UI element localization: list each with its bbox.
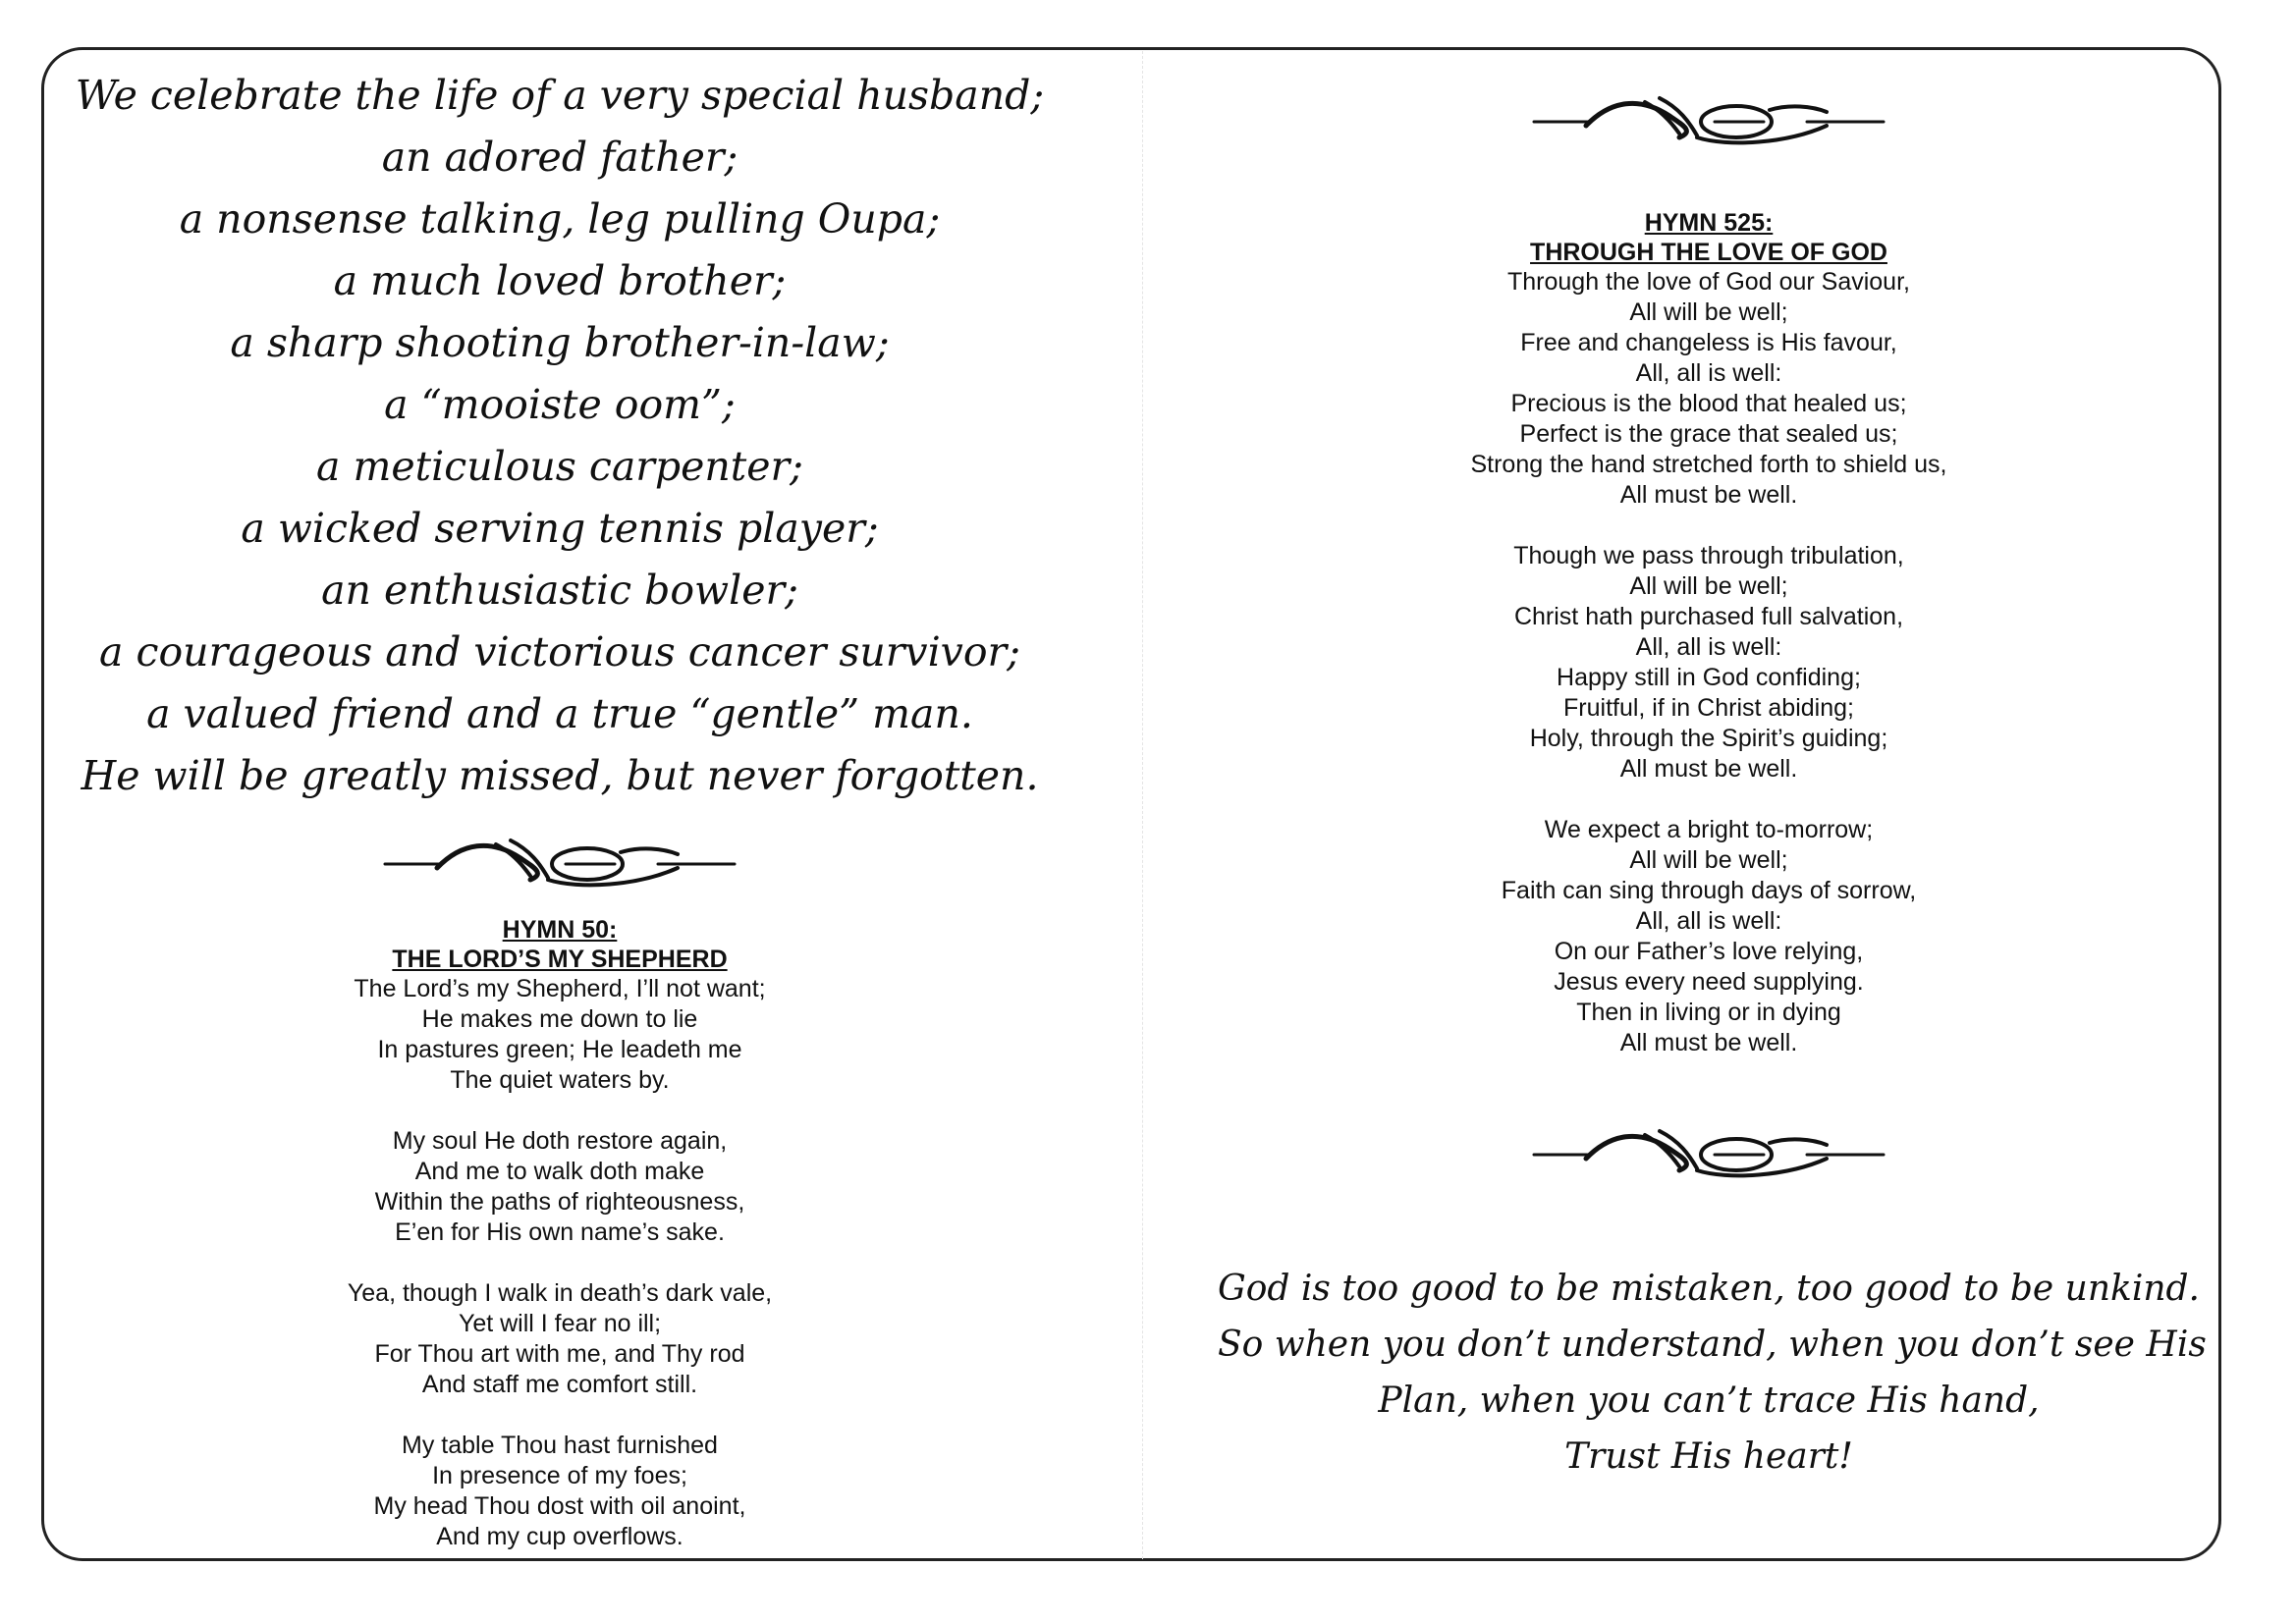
left-panel: [69, 59, 1051, 1552]
verse-line: Strong the hand stretched forth to shield us,: [1470, 451, 1947, 478]
verse-line: Yea, though I walk in death’s dark vale,: [347, 1279, 773, 1307]
tribute-line: a nonsense talking, leg pulling Oupa;: [179, 195, 941, 243]
verse-line: All must be well.: [1619, 481, 1798, 509]
closing-quote: [1218, 1261, 2207, 1485]
verse-line: Fruitful, if in Christ abiding;: [1563, 694, 1854, 722]
verse-line: E’en for His own name’s sake.: [395, 1218, 725, 1246]
scroll-flourish-icon: [1532, 86, 1886, 155]
hymn-verse: [1218, 541, 2200, 784]
fold-line: [1142, 51, 1143, 1559]
verse-line: Holy, through the Spirit’s guiding;: [1529, 725, 1888, 752]
hymn-number: HYMN 525:: [1644, 209, 1774, 237]
verse-line: Within the paths of righteousness,: [374, 1188, 745, 1216]
verse-line: He makes me down to lie: [421, 1005, 698, 1033]
right-panel: [1218, 59, 2207, 1485]
tribute-text: [69, 65, 1051, 807]
verse-line: Though we pass through tribulation,: [1513, 542, 1904, 569]
verse-line: The quiet waters by.: [450, 1066, 670, 1094]
verse-line: In presence of my foes;: [432, 1462, 687, 1489]
tribute-line: a valued friend and a true “gentle” man.: [146, 690, 973, 737]
verse-line: Perfect is the grace that sealed us;: [1519, 420, 1898, 448]
hymn-title: THROUGH THE LOVE OF GOD: [1530, 239, 1887, 266]
verse-line: Free and changeless is His favour,: [1520, 329, 1897, 356]
hymn-number: HYMN 50:: [502, 916, 618, 944]
verse-line: Yet will I fear no ill;: [458, 1310, 662, 1337]
verse-line: My table Thou hast furnished: [402, 1432, 718, 1459]
verse-line: All, all is well:: [1635, 359, 1782, 387]
verse-line: All must be well.: [1619, 1029, 1798, 1056]
verse-line: The Lord’s my Shepherd, I’ll not want;: [354, 975, 766, 1002]
tribute-line: He will be greatly missed, but never forgotten.: [81, 752, 1039, 799]
hymn-verse: [1218, 815, 2200, 1058]
verse-line: My head Thou dost with oil anoint,: [373, 1492, 746, 1520]
tribute-line: a meticulous carpenter;: [316, 443, 803, 490]
verse-line: Happy still in God confiding;: [1557, 664, 1861, 691]
verse-line: Christ hath purchased full salvation,: [1513, 603, 1904, 630]
hymn-50: [69, 915, 1051, 1552]
hymn-verse: [69, 1431, 1051, 1552]
hymn-525: [1218, 208, 2200, 1058]
tribute-line: a “mooiste oom”;: [384, 381, 736, 428]
verse-line: Through the love of God our Saviour,: [1507, 268, 1910, 296]
verse-line: All will be well;: [1629, 572, 1788, 600]
scroll-flourish-icon: [383, 829, 737, 897]
hymn-verse: [69, 974, 1051, 1096]
tribute-line: a much loved brother;: [333, 257, 787, 304]
scroll-flourish-icon: [1532, 1119, 1886, 1188]
tribute-line: a courageous and victorious cancer survivor;: [99, 628, 1020, 676]
verse-line: All, all is well:: [1635, 633, 1782, 661]
tribute-line: an enthusiastic bowler;: [321, 567, 798, 614]
verse-line: And staff me comfort still.: [421, 1371, 698, 1398]
hymn-verse: [69, 1126, 1051, 1248]
closing-line: Trust His heart!: [1564, 1436, 1853, 1477]
verse-line: My soul He doth restore again,: [392, 1127, 728, 1155]
verse-line: Then in living or in dying: [1576, 999, 1841, 1026]
verse-line: All, all is well:: [1635, 907, 1782, 935]
verse-line: And my cup overflows.: [436, 1523, 683, 1550]
verse-line: And me to walk doth make: [414, 1158, 705, 1185]
verse-line: All must be well.: [1619, 755, 1798, 783]
verse-line: All will be well;: [1629, 298, 1788, 326]
verse-line: On our Father’s love relying,: [1554, 938, 1864, 965]
tribute-line: a wicked serving tennis player;: [241, 505, 879, 552]
hymn-verse: [1218, 267, 2200, 511]
closing-line: So when you don’t understand, when you don’t see His: [1218, 1325, 2207, 1365]
verse-line: Faith can sing through days of sorrow,: [1501, 877, 1917, 904]
verse-line: All will be well;: [1629, 846, 1788, 874]
verse-line: We expect a bright to-morrow;: [1544, 816, 1874, 843]
closing-line: Plan, when you can’t trace His hand,: [1378, 1380, 2040, 1421]
verse-line: In pastures green; He leadeth me: [377, 1036, 742, 1063]
closing-line: God is too good to be mistaken, too good to be unkind.: [1218, 1269, 2201, 1309]
verse-line: For Thou art with me, and Thy rod: [374, 1340, 745, 1368]
tribute-line: a sharp shooting brother-in-law;: [230, 319, 890, 366]
hymn-verse: [69, 1278, 1051, 1400]
hymn-title: THE LORD’S MY SHEPHERD: [392, 946, 728, 973]
tribute-line: an adored father;: [381, 134, 738, 181]
verse-line: Precious is the blood that healed us;: [1510, 390, 1907, 417]
tribute-line: We celebrate the life of a very special husband;: [75, 72, 1045, 119]
hymn-heading: [69, 915, 1051, 974]
verse-line: Jesus every need supplying.: [1554, 968, 1864, 996]
hymn-heading: [1218, 208, 2200, 267]
